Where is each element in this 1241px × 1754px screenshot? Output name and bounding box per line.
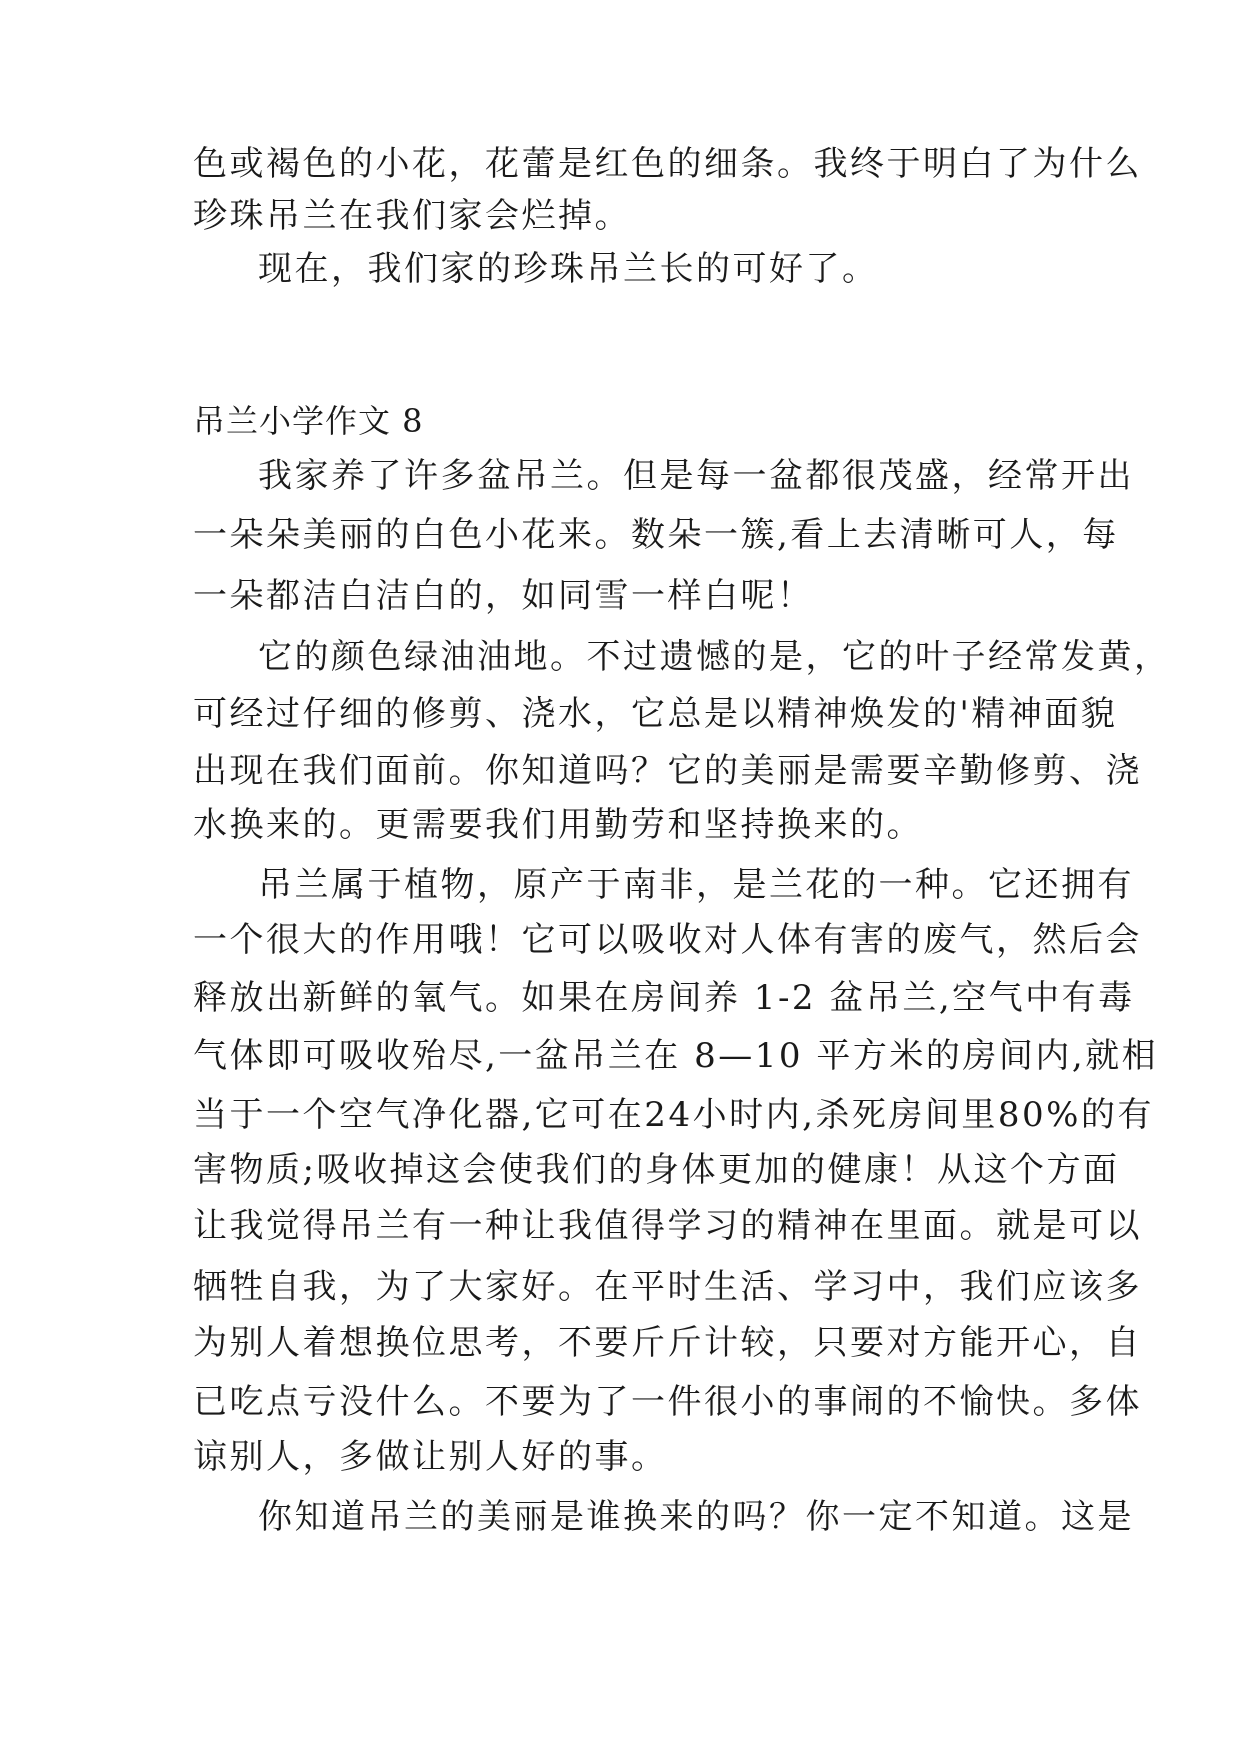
text-line: 一朵都洁白洁白的，如同雪一样白呢！ <box>193 576 814 616</box>
text-line: 你知道吊兰的美丽是谁换来的吗？你一定不知道。这是 <box>258 1497 1134 1537</box>
text-line: 水换来的。更需要我们用勤劳和坚持换来的。 <box>193 805 923 845</box>
text-line: 色或褐色的小花，花蕾是红色的细条。我终于明白了为什么 <box>193 144 1142 184</box>
text-line: 让我觉得吊兰有一种让我值得学习的精神在里面。就是可以 <box>193 1206 1142 1246</box>
text-line: 释放出新鲜的氧气。如果在房间养 1-2 盆吊兰,空气中有毒 <box>193 978 1135 1018</box>
text-line: 谅别人，多做让别人好的事。 <box>193 1437 668 1477</box>
text-line: 现在，我们家的珍珠吊兰长的可好了。 <box>258 249 879 289</box>
text-line: 为别人着想换位思考，不要斤斤计较，只要对方能开心，自 <box>193 1323 1142 1363</box>
text-line: 已吃点亏没什么。不要为了一件很小的事闹的不愉快。多体 <box>193 1382 1142 1422</box>
section-title: 吊兰小学作文 8 <box>193 402 424 440</box>
text-line: 吊兰属于植物，原产于南非，是兰花的一种。它还拥有 <box>258 865 1134 905</box>
text-line: 出现在我们面前。你知道吗？它的美丽是需要辛勤修剪、浇 <box>193 751 1142 791</box>
text-line: 牺牲自我，为了大家好。在平时生活、学习中，我们应该多 <box>193 1267 1142 1307</box>
text-line: 一个很大的作用哦！它可以吸收对人体有害的废气，然后会 <box>193 920 1142 960</box>
text-line: 可经过仔细的修剪、浇水，它总是以精神焕发的'精神面貌 <box>193 694 1118 734</box>
text-line: 害物质;吸收掉这会使我们的身体更加的健康！从这个方面 <box>193 1150 1120 1190</box>
text-line: 它的颜色绿油油地。不过遗憾的是，它的叶子经常发黄， <box>258 637 1171 677</box>
text-line: 当于一个空气净化器,它可在24小时内,杀死房间里80%的有 <box>193 1095 1154 1135</box>
text-line: 我家养了许多盆吊兰。但是每一盆都很茂盛，经常开出 <box>258 456 1134 496</box>
text-line: 气体即可吸收殆尽,一盆吊兰在 8—10 平方米的房间内,就相 <box>193 1036 1159 1076</box>
text-line: 珍珠吊兰在我们家会烂掉。 <box>193 196 631 236</box>
text-line: 一朵朵美丽的白色小花来。数朵一簇,看上去清晰可人，每 <box>193 515 1119 555</box>
